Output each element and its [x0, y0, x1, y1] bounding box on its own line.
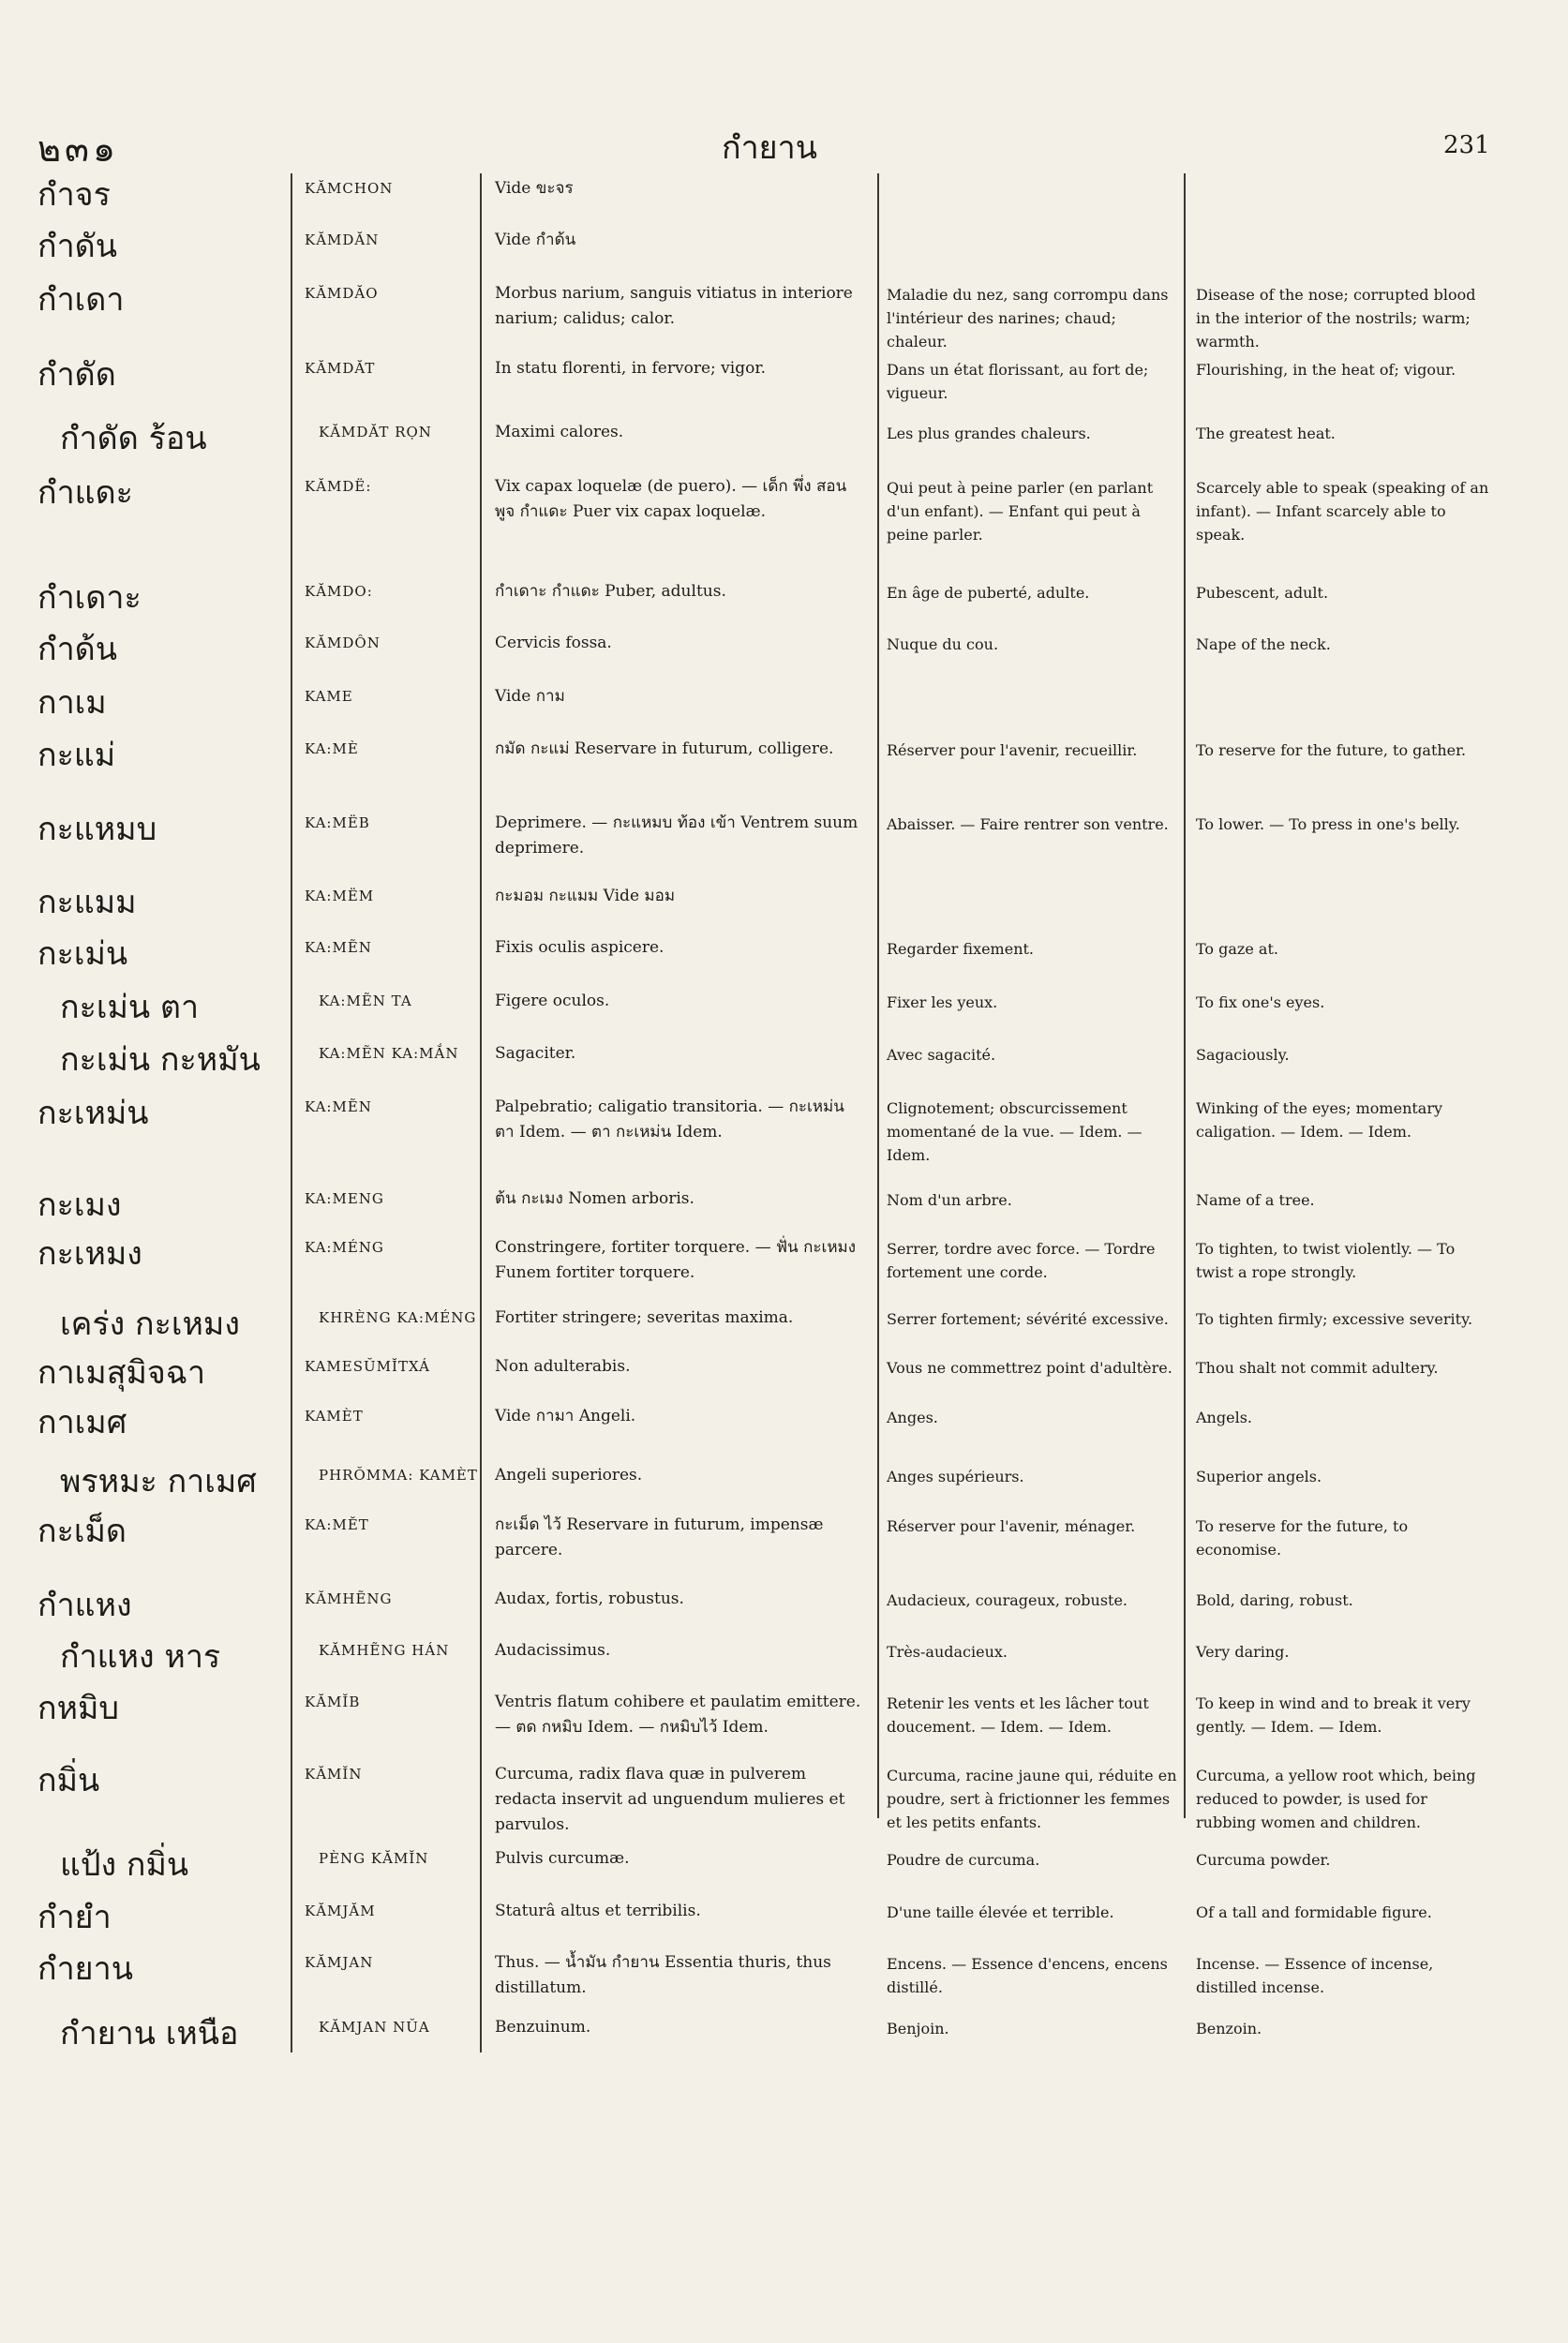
romanization: KA:MÉNG — [305, 1239, 384, 1256]
latin-definition: Figere oculos. — [495, 992, 610, 1010]
english-definition: The greatest heat. — [1196, 425, 1336, 442]
romanization: KĂMJAN NŬA — [319, 2019, 430, 2036]
latin-definition: Staturâ altus et terribilis. — [495, 1902, 701, 1920]
french-definition: Fixer les yeux. — [887, 993, 998, 1011]
english-definition: To fix one's eyes. — [1196, 993, 1325, 1011]
thai-headword: กำดัด — [37, 356, 116, 394]
latin-definition: กะเม็ด ไว้ Reservare in futurum, impensæ parcere. — [495, 1515, 824, 1560]
latin-definition: Vix capax loquelæ (de puero). — เด็ก พึ่ง สอน พูจ กำแดะ Puer vix capax loquelæ. — [495, 477, 847, 521]
english-definition: Superior angels. — [1196, 1468, 1322, 1485]
romanization: KĂMDĂT — [305, 360, 376, 377]
romanization: KĂMJĂM — [305, 1903, 376, 1919]
latin-definition: Vide กำด้น — [495, 231, 576, 249]
romanization: KA:MENG — [305, 1190, 384, 1207]
french-definition: Vous ne commettrez point d'adultère. — [887, 1359, 1172, 1377]
french-definition: Nom d'un arbre. — [887, 1191, 1012, 1209]
french-definition: Réserver pour l'avenir, recueillir. — [887, 741, 1138, 759]
french-definition: Anges supérieurs. — [887, 1468, 1024, 1485]
english-definition: Curcuma, a yellow root which, being reduced to powder, is used for rubbing women and children. — [1196, 1767, 1476, 1831]
english-definition: Bold, daring, robust. — [1196, 1591, 1353, 1609]
latin-definition: Non adulterabis. — [495, 1357, 631, 1376]
english-definition: Of a tall and formidable figure. — [1196, 1903, 1432, 1921]
thai-headword: กำแดะ — [37, 474, 133, 512]
romanization: KĂMCHON — [305, 180, 394, 197]
french-definition: Maladie du nez, sang corrompu dans l'intérieur des narines; chaud; chaleur. — [887, 286, 1169, 351]
english-definition: Angels. — [1196, 1409, 1252, 1426]
running-headword: กำยาน — [722, 129, 817, 167]
latin-definition: Palpebratio; caligatio transitoria. — กะเหม่น ตา Idem. — ตา กะเหม่น Idem. — [495, 1097, 844, 1142]
french-definition: Anges. — [887, 1409, 938, 1426]
latin-definition: Benzuinum. — [495, 2018, 591, 2037]
french-definition: Poudre de curcuma. — [887, 1851, 1040, 1869]
thai-headword: กำจร — [37, 176, 111, 214]
latin-definition: Sagaciter. — [495, 1044, 576, 1063]
latin-definition: Vide กาม — [495, 687, 565, 706]
romanization: KA:MÈ — [305, 740, 359, 757]
french-definition: Encens. — Essence d'encens, encens distillé. — [887, 1955, 1168, 1996]
romanization: KA:MẼN KA:MẮN — [319, 1045, 459, 1062]
english-definition: Scarcely able to speak (speaking of an infant). — Infant scarcely able to speak. — [1196, 479, 1489, 544]
romanization: KĂMDË: — [305, 478, 372, 495]
thai-headword: กำยาน — [37, 1950, 133, 1988]
latin-definition: Morbus narium, sanguis vitiatus in interiore narium; calidus; calor. — [495, 284, 853, 328]
romanization: PÈNG KĂMĬN — [319, 1850, 429, 1867]
column-rule — [480, 173, 482, 2052]
thai-headword: กำดัน — [37, 228, 117, 265]
thai-headword: แป้ง กมิ่น — [60, 1846, 189, 1884]
french-definition: Très-audacieux. — [887, 1643, 1008, 1661]
romanization: KAMESŬMĬTXÁ — [305, 1358, 430, 1375]
thai-headword: กาเมสุมิจฉา — [37, 1354, 206, 1392]
thai-headword: กำแหง หาร — [60, 1638, 221, 1676]
latin-definition: Cervicis fossa. — [495, 634, 612, 652]
french-definition: Nuque du cou. — [887, 635, 999, 653]
english-definition: Sagaciously. — [1196, 1046, 1290, 1064]
latin-definition: Angeli superiores. — [495, 1466, 643, 1485]
latin-definition: In statu florenti, in fervore; vigor. — [495, 359, 766, 378]
thai-headword: กำยาน เหนือ — [60, 2015, 239, 2052]
latin-definition: กมัด กะแม่ Reservare in futurum, colligere. — [495, 739, 834, 758]
french-definition: Regarder fixement. — [887, 940, 1035, 958]
latin-definition: Ventris flatum cohibere et paulatim emittere. — ตด กหมิบ Idem. — กหมิบไว้ Idem. — [495, 1693, 861, 1737]
thai-headword: กะแมม — [37, 884, 137, 921]
thai-headword: กำด้น — [37, 631, 117, 668]
english-definition: To tighten firmly; excessive severity. — [1196, 1310, 1473, 1328]
latin-definition: Vide ขะจร — [495, 179, 574, 198]
romanization: KA:MẼN — [305, 1098, 372, 1115]
thai-headword: กำเดา — [37, 281, 125, 319]
thai-headword: กะแม่ — [37, 737, 116, 774]
latin-definition: Vide กามา Angeli. — [495, 1407, 636, 1425]
thai-headword: กะเมง — [37, 1186, 122, 1224]
latin-definition: Audacissimus. — [495, 1641, 611, 1660]
english-definition: To keep in wind and to break it very gently. — Idem. — Idem. — [1196, 1694, 1471, 1736]
french-definition: Serrer, tordre avec force. — Tordre fortement une corde. — [887, 1240, 1156, 1281]
thai-headword: กหมิบ — [37, 1690, 119, 1727]
column-rule — [291, 173, 292, 2052]
latin-definition: Pulvis curcumæ. — [495, 1849, 630, 1868]
english-definition: Pubescent, adult. — [1196, 584, 1329, 602]
romanization: KĂMDO: — [305, 583, 373, 600]
thai-headword: กะเม็ด — [37, 1513, 127, 1550]
french-definition: Avec sagacité. — [887, 1046, 996, 1064]
english-definition: Thou shalt not commit adultery. — [1196, 1359, 1439, 1377]
latin-definition: Thus. — น้ำมัน กำยาน Essentia thuris, thus distillatum. — [495, 1953, 831, 1997]
thai-headword: กะเหม่น — [37, 1095, 149, 1132]
latin-definition: Fixis oculis aspicere. — [495, 938, 665, 957]
english-definition: To reserve for the future, to economise. — [1196, 1517, 1409, 1559]
romanization: KHRÈNG KA:MÉNG — [319, 1309, 477, 1326]
romanization: PHRŎMMA: KAMÈT — [319, 1467, 478, 1484]
thai-headword: กำดัด ร้อน — [60, 420, 207, 457]
thai-headword: กะเม่น ตา — [60, 989, 200, 1026]
french-definition: D'une taille élevée et terrible. — [887, 1903, 1114, 1921]
thai-headword: กำเดาะ — [37, 579, 142, 617]
romanization: KĂMHẼNG HÁN — [319, 1642, 450, 1659]
french-definition: Curcuma, racine jaune qui, réduite en poudre, sert à frictionner les femmes et les petits enfants. — [887, 1767, 1177, 1831]
english-definition: To tighten, to twist violently. — To twist a rope strongly. — [1196, 1240, 1456, 1281]
english-definition: Curcuma powder. — [1196, 1851, 1331, 1869]
english-definition: Nape of the neck. — [1196, 635, 1331, 653]
romanization: KA:MËB — [305, 814, 370, 831]
thai-headword: กะเม่น กะหมัน — [60, 1041, 261, 1079]
english-definition: Incense. — Essence of incense, distilled incense. — [1196, 1955, 1434, 1996]
french-definition: Abaisser. — Faire rentrer son ventre. — [887, 815, 1169, 833]
english-definition: Winking of the eyes; momentary caligation. — Idem. — Idem. — [1196, 1099, 1443, 1141]
latin-definition: กะมอม กะแมม Vide มอม — [495, 887, 676, 905]
english-definition: To reserve for the future, to gather. — [1196, 741, 1467, 759]
latin-definition: Curcuma, radix flava quæ in pulverem redacta inservit ad unguendum mulieres et parvulos. — [495, 1765, 845, 1834]
romanization: KA:MĔT — [305, 1516, 369, 1533]
romanization: KA:MẼN TA — [319, 992, 412, 1009]
english-definition: To gaze at. — [1196, 940, 1278, 958]
french-definition: Qui peut à peine parler (en parlant d'un enfant). — Enfant qui peut à peine parler. — [887, 479, 1154, 544]
romanization: KĂMDĂN — [305, 231, 380, 248]
column-rule — [1184, 173, 1186, 1818]
thai-page-number: ๒๓๑ — [37, 128, 120, 170]
page-number: 231 — [1443, 131, 1490, 159]
thai-headword: กำยำ — [37, 1899, 112, 1936]
romanization: KA:MËM — [305, 888, 375, 904]
thai-headword: กำแหง — [37, 1587, 132, 1624]
thai-headword: กมิ่น — [37, 1762, 100, 1799]
romanization: KĂMĬB — [305, 1694, 361, 1710]
romanization: KĂMDĂO — [305, 285, 379, 302]
french-definition: Réserver pour l'avenir, ménager. — [887, 1517, 1136, 1535]
latin-definition: กำเดาะ กำแดะ Puber, adultus. — [495, 582, 726, 601]
romanization: KĂMJAN — [305, 1954, 374, 1971]
french-definition: Dans un état florissant, au fort de; vigueur. — [887, 361, 1149, 402]
french-definition: Benjoin. — [887, 2020, 949, 2037]
thai-headword: กาเม — [37, 684, 107, 722]
latin-definition: ต้น กะเมง Nomen arboris. — [495, 1189, 694, 1208]
french-definition: Clignotement; obscurcissement momentané de la vue. — Idem. — Idem. — [887, 1099, 1142, 1164]
latin-definition: Fortiter stringere; severitas maxima. — [495, 1308, 794, 1327]
french-definition: Audacieux, courageux, robuste. — [887, 1591, 1128, 1609]
thai-headword: กาเมศ — [37, 1404, 127, 1441]
english-definition: Very daring. — [1196, 1643, 1290, 1661]
latin-definition: Maximi calores. — [495, 423, 624, 441]
thai-headword: กะเหมง — [37, 1235, 142, 1273]
thai-headword: เคร่ง กะเหมง — [60, 1306, 240, 1343]
english-definition: Disease of the nose; corrupted blood in the interior of the nostrils; warm; warmth. — [1196, 286, 1476, 351]
french-definition: En âge de puberté, adulte. — [887, 584, 1090, 602]
romanization: KAMÈT — [305, 1408, 364, 1425]
english-definition: Flourishing, in the heat of; vigour. — [1196, 361, 1456, 379]
romanization: KAME — [305, 688, 353, 705]
thai-headword: กะเม่น — [37, 935, 128, 973]
english-definition: To lower. — To press in one's belly. — [1196, 815, 1460, 833]
thai-headword: กะแหมบ — [37, 811, 157, 848]
romanization: KĂMHẼNG — [305, 1590, 393, 1607]
english-definition: Name of a tree. — [1196, 1191, 1315, 1209]
romanization: KA:MẼN — [305, 939, 372, 956]
english-definition: Benzoin. — [1196, 2020, 1262, 2037]
romanization: KĂMDÔN — [305, 634, 381, 651]
latin-definition: Audax, fortis, robustus. — [495, 1589, 684, 1608]
french-definition: Les plus grandes chaleurs. — [887, 425, 1091, 442]
french-definition: Serrer fortement; sévérité excessive. — [887, 1310, 1169, 1328]
latin-definition: Deprimere. — กะแหมบ ท้อง เข้า Ventrem suum deprimere. — [495, 813, 859, 858]
latin-definition: Constringere, fortiter torquere. — ฟั่น กะเหมง Funem fortiter torquere. — [495, 1238, 857, 1282]
thai-headword: พรหมะ กาเมศ — [60, 1463, 257, 1500]
french-definition: Retenir les vents et les lâcher tout doucement. — Idem. — Idem. — [887, 1694, 1149, 1736]
column-rule — [877, 173, 879, 1818]
romanization: KĂMDĂT RỌN — [319, 424, 432, 440]
romanization: KĂMĬN — [305, 1766, 363, 1783]
